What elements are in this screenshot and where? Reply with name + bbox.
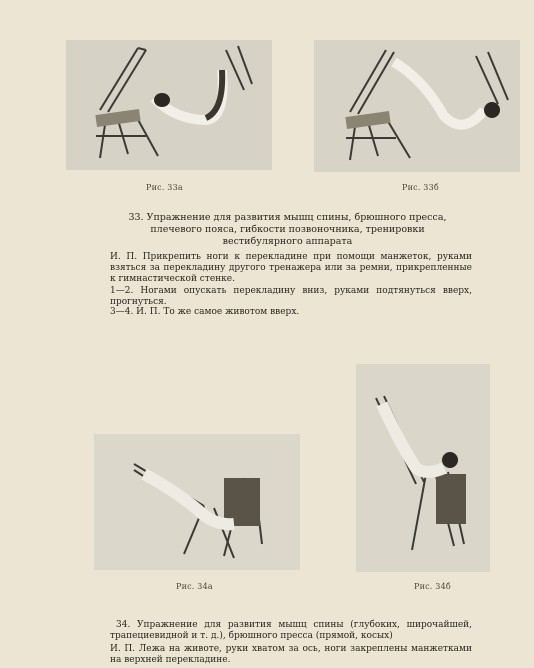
figure-33a-illustration [66,40,272,170]
figure-33b-illustration [314,40,520,172]
figure-33b-caption: Рис. 33б [402,183,439,192]
figure-33b-photo [314,40,520,172]
figure-34b-caption: Рис. 34б [414,582,451,591]
figure-34b-illustration [356,364,490,572]
exercise-34-title: 34. Упражнение для развития мышц спины (глубоких, широчайшей, трапециевидной и т. д.), брюшного пресса (прямой, косых) [110,620,472,641]
exercise-33-para-1: И. П. Прикрепить ноги к перекладине при помощи манжеток, руками взяться за перекладину другого тренажера или за ремни, прикрепленные к гимнастической стенке. [110,252,472,284]
figure-34a-photo [94,434,300,570]
exercise-33-title: 33. Упражнение для развития мышц спины, брюшного пресса, плечевого пояса, гибкости позвоночника, тренировки вестибулярного аппарата [128,212,447,247]
exercise-33-para-3: 3—4. И. П. То же самое животом вверх. [110,307,300,317]
figure-33a-caption: Рис. 33а [146,183,183,192]
figure-34a-illustration [94,434,300,570]
figure-34a-caption: Рис. 34а [176,582,213,591]
figure-33a-photo [66,40,272,170]
exercise-34-para-1: И. П. Лежа на животе, руки хватом за ось, ноги закреплены манжетками на верхней перекладине. [110,644,472,665]
figure-34b-photo [356,364,490,572]
exercise-33-para-2: 1—2. Ногами опускать перекладину вниз, руками подтянуться вверх, прогнуться. [110,286,472,307]
